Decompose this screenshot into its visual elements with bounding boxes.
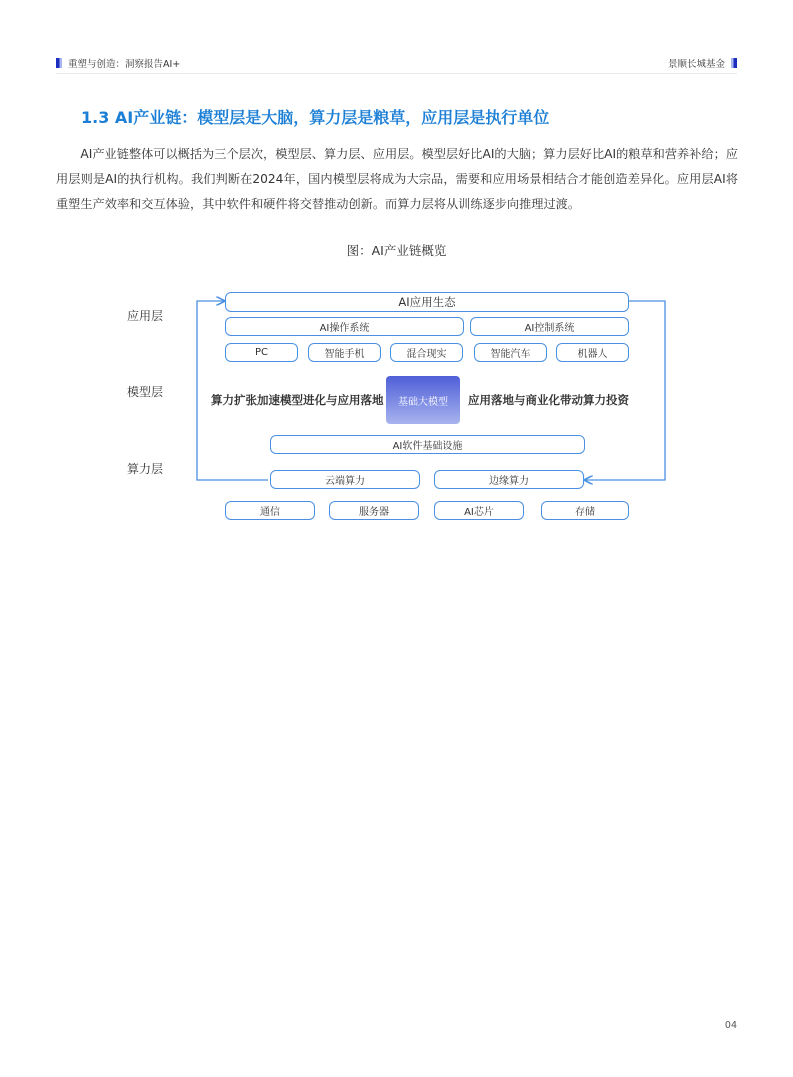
cloud-compute-box: 云端算力 (270, 470, 420, 489)
ai-os-box: AI操作系统 (225, 317, 464, 336)
ai-software-infra-box: AI软件基础设施 (270, 435, 585, 454)
device-box-robot: 机器人 (556, 343, 629, 362)
right-relation-text: 应用落地与商业化带动算力投资 (468, 393, 629, 407)
header-left (56, 56, 180, 70)
device-box-mixed-reality: 混合现实 (390, 343, 463, 362)
layer-label-model: 模型层 (127, 385, 164, 399)
hardware-box-server: 服务器 (329, 501, 419, 520)
ai-control-box: AI控制系统 (470, 317, 629, 336)
hardware-box-communication: 通信 (225, 501, 315, 520)
foundation-model-box: 基础大模型 (386, 376, 460, 424)
page-number: 04 (724, 1020, 737, 1031)
ai-app-ecosystem-box: AI应用生态 (225, 292, 629, 312)
layer-label-application: 应用层 (127, 309, 164, 323)
header-report-title: 重塑与创造：洞察报告AI+ (68, 59, 181, 70)
header-mark-icon (731, 58, 737, 68)
header-company: 景顺长城基金 (667, 59, 725, 70)
device-box-smart-car: 智能汽车 (474, 343, 547, 362)
left-relation-text: 算力扩张加速模型进化与应用落地 (211, 393, 384, 407)
layer-label-compute: 算力层 (127, 462, 164, 476)
header-right (668, 56, 737, 70)
header-mark-icon (56, 58, 62, 68)
ai-industry-chain-diagram (120, 285, 680, 530)
edge-compute-box: 边缘算力 (434, 470, 584, 489)
header-divider (56, 73, 737, 74)
device-box-smartphone: 智能手机 (308, 343, 381, 362)
device-box-pc: PC (225, 343, 298, 362)
figure-title: 图：AI产业链概览 (346, 243, 447, 258)
hardware-box-ai-chip: AI芯片 (434, 501, 524, 520)
body-paragraph: AI产业链整体可以概括为三个层次，模型层、算力层、应用层。模型层好比AI的大脑；算力层好比AI的粮草和营养补给；应用层则是AI的执行机构。我们判断在2024年，国内模型层将成为大宗品，需要和应用场景相结合才能创造差异化。应用层AI将重塑生产效率和交互体验，其中软件和硬件将交替推动创新。而算力层将从训练逐步向推理过渡。 (56, 147, 738, 211)
section-title: 1.3 AI产业链：模型层是大脑，算力层是粮草，应用层是执行单位 (81, 108, 550, 127)
hardware-box-storage: 存储 (541, 501, 629, 520)
